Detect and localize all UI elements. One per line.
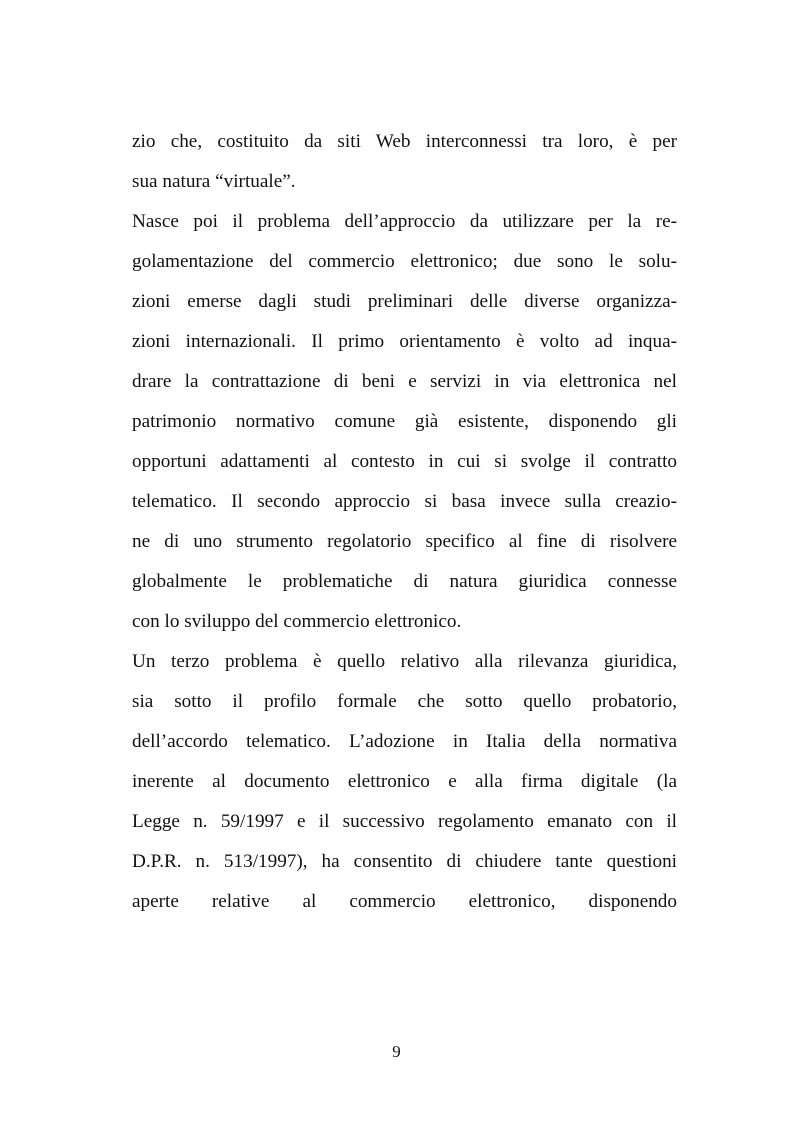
body-text bbox=[132, 128, 677, 928]
text-line: D.P.R. n. 513/1997), ha consentito di chiudere tante questioni bbox=[132, 851, 677, 872]
text-line: globalmente le problematiche di natura giuridica connesse bbox=[132, 571, 677, 592]
text-line: dell’accordo telematico. L’adozione in Italia della normativa bbox=[132, 731, 677, 752]
text-line: golamentazione del commercio elettronico; due sono le solu- bbox=[132, 251, 677, 272]
text-line: Nasce poi il problema dell’approccio da utilizzare per la re- bbox=[132, 211, 677, 232]
text-line: ne di uno strumento regolatorio specifico al fine di risolvere bbox=[132, 531, 677, 552]
text-line: drare la contrattazione di beni e servizi in via elettronica nel bbox=[132, 371, 677, 392]
text-line: Legge n. 59/1997 e il successivo regolamento emanato con il bbox=[132, 811, 677, 832]
text-line: zioni emerse dagli studi preliminari delle diverse organizza- bbox=[132, 291, 677, 312]
paragraph-1 bbox=[132, 128, 677, 208]
text-line: opportuni adattamenti al contesto in cui si svolge il contratto bbox=[132, 451, 677, 472]
text-line: zioni internazionali. Il primo orientamento è volto ad inqua- bbox=[132, 331, 677, 352]
text-line: sia sotto il profilo formale che sotto quello probatorio, bbox=[132, 691, 677, 712]
text-line: zio che, costituito da siti Web interconnessi tra loro, è per bbox=[132, 131, 677, 152]
paragraph-3 bbox=[132, 648, 677, 928]
text-line: sua natura “virtuale”. bbox=[132, 171, 296, 192]
text-line: patrimonio normativo comune già esistente, disponendo gli bbox=[132, 411, 677, 432]
text-line: con lo sviluppo del commercio elettronico. bbox=[132, 611, 462, 632]
text-line: telematico. Il secondo approccio si basa invece sulla creazio- bbox=[132, 491, 677, 512]
text-line: Un terzo problema è quello relativo alla rilevanza giuridica, bbox=[132, 651, 677, 672]
text-line: inerente al documento elettronico e alla firma digitale (la bbox=[132, 771, 677, 792]
page-number: 9 bbox=[392, 1042, 401, 1061]
paragraph-2 bbox=[132, 208, 677, 648]
text-line: aperte relative al commercio elettronico, disponendo bbox=[132, 891, 677, 912]
